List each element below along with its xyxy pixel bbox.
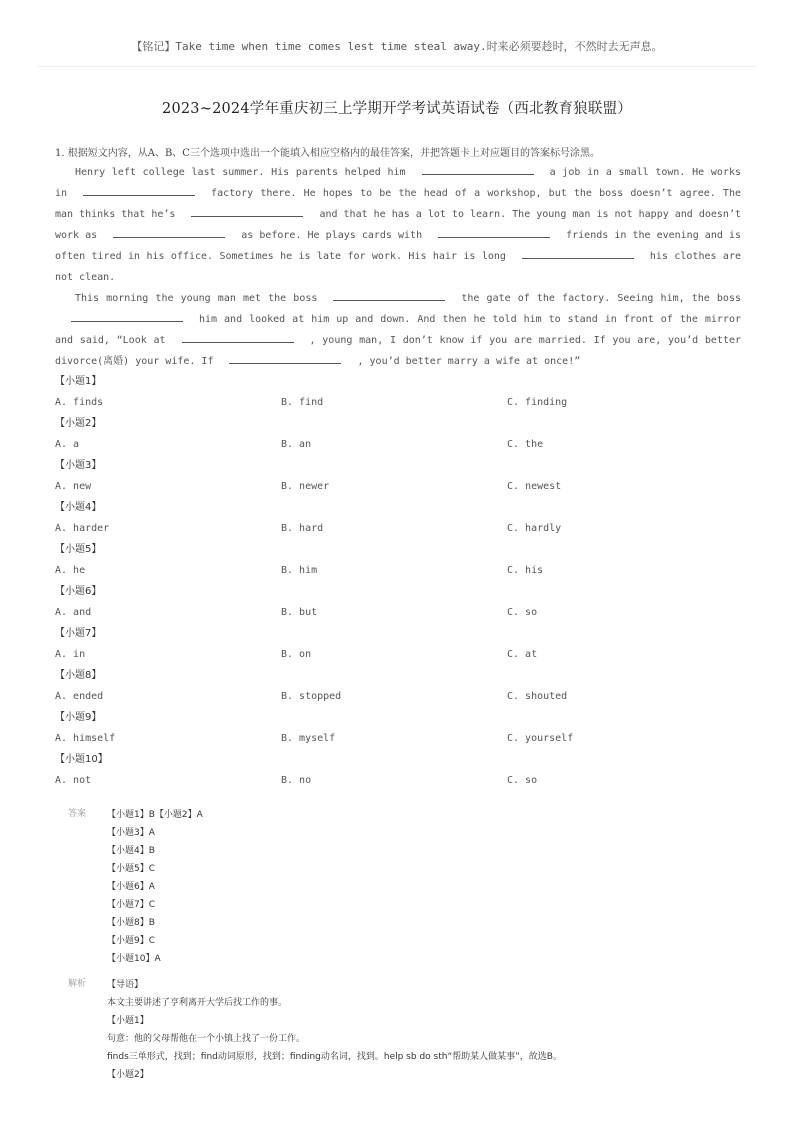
- passage: [55, 162, 741, 372]
- option-c[interactable]: C. newest: [507, 481, 562, 492]
- option-row: [55, 560, 745, 581]
- subquestion-label: 【小题4】: [55, 502, 102, 513]
- subquestion: [55, 371, 745, 413]
- option-b[interactable]: B. on: [281, 649, 312, 660]
- option-c[interactable]: C. the: [507, 439, 544, 450]
- option-row: [55, 602, 745, 623]
- option-a[interactable]: A. and: [55, 607, 92, 618]
- option-b[interactable]: B. myself: [281, 733, 336, 744]
- analysis-line: 【小题2】: [107, 1070, 149, 1080]
- answer-line: 【小题5】C: [107, 864, 156, 874]
- subquestion: [55, 455, 745, 497]
- option-c[interactable]: C. finding: [507, 397, 568, 408]
- option-a[interactable]: A. a: [55, 439, 80, 450]
- option-b[interactable]: B. him: [281, 565, 318, 576]
- subquestion: [55, 539, 745, 581]
- answer-line: 【小题9】C: [107, 936, 156, 946]
- option-row: [55, 518, 745, 539]
- subquestion-label: 【小题9】: [55, 712, 102, 723]
- answer-line: 【小题4】B: [107, 846, 155, 856]
- option-a[interactable]: A. finds: [55, 397, 104, 408]
- subquestion: [55, 581, 745, 623]
- blank-1: [422, 163, 534, 175]
- option-a[interactable]: A. in: [55, 649, 86, 660]
- analysis-label: 解析: [68, 979, 87, 989]
- subquestion: [55, 665, 745, 707]
- option-row: [55, 476, 745, 497]
- option-a[interactable]: A. he: [55, 565, 86, 576]
- option-b[interactable]: B. newer: [281, 481, 330, 492]
- answer-line: 【小题3】A: [107, 828, 155, 838]
- blank-5: [438, 226, 550, 238]
- option-row: [55, 644, 745, 665]
- subquestion: [55, 749, 745, 791]
- subquestion: [55, 623, 745, 665]
- subquestion-label: 【小题3】: [55, 460, 102, 471]
- question-intro: 1. 根据短文内容，从A、B、C三个选项中选出一个能填入相应空格内的最佳答案，并把答题卡上对应题目的答案标号涂黑。: [55, 148, 600, 159]
- motto-header: 【铭记】Take time when time comes lest time steal away.时来必须要趁时，不然时去无声息。: [131, 40, 663, 53]
- page-title: 2023~2024学年重庆初三上学期开学考试英语试卷（西北教育狼联盟）: [162, 101, 632, 117]
- option-b[interactable]: B. but: [281, 607, 318, 618]
- answer-line: 【小题1】B【小题2】A: [107, 810, 203, 820]
- subquestion-list: [55, 371, 745, 791]
- analysis-line: 【导语】: [107, 980, 144, 990]
- passage-paragraph-2: This morning the young man met the boss the gate of the factory. Seeing him, the bosshim and looked at him up and down. And then he told him to stand in front of the mirror and said, “Look at , young man, I don’t know if you are married. If you are, you’d better divorce(离婚) your wife. If , you’d better marry a wife at once!”: [55, 288, 741, 372]
- option-row: [55, 392, 745, 413]
- answer-line: 【小题6】A: [107, 882, 155, 892]
- answer-line: 【小题10】A: [107, 954, 161, 964]
- option-a[interactable]: A. not: [55, 775, 92, 786]
- option-a[interactable]: A. himself: [55, 733, 116, 744]
- option-row: [55, 686, 745, 707]
- option-c[interactable]: C. hardly: [507, 523, 562, 534]
- blank-10: [229, 352, 341, 364]
- analysis-line: 【小题1】: [107, 1016, 149, 1026]
- analysis-line: 本文主要讲述了亨利离开大学后找工作的事。: [107, 998, 288, 1008]
- option-c[interactable]: C. yourself: [507, 733, 574, 744]
- analysis-list: [107, 976, 747, 1084]
- option-c[interactable]: C. at: [507, 649, 538, 660]
- blank-7: [333, 289, 445, 301]
- header-divider: [38, 66, 756, 67]
- option-a[interactable]: A. new: [55, 481, 92, 492]
- option-a[interactable]: A. ended: [55, 691, 104, 702]
- answer-line: 【小题8】B: [107, 918, 155, 928]
- subquestion-label: 【小题2】: [55, 418, 102, 429]
- subquestion: [55, 497, 745, 539]
- blank-2: [83, 184, 195, 196]
- option-b[interactable]: B. no: [281, 775, 312, 786]
- option-c[interactable]: C. so: [507, 607, 538, 618]
- answer-list: [107, 806, 203, 968]
- option-b[interactable]: B. hard: [281, 523, 324, 534]
- subquestion: [55, 413, 745, 455]
- blank-9: [182, 331, 294, 343]
- subquestion-label: 【小题10】: [55, 754, 108, 765]
- option-b[interactable]: B. stopped: [281, 691, 342, 702]
- option-a[interactable]: A. harder: [55, 523, 110, 534]
- subquestion-label: 【小题6】: [55, 586, 102, 597]
- option-b[interactable]: B. find: [281, 397, 324, 408]
- analysis-line: finds三单形式，找到；find动词原形，找到；finding动名词，找到。help sb do sth“帮助某人做某事”，故选B。: [107, 1052, 562, 1062]
- option-row: [55, 770, 745, 791]
- option-row: [55, 728, 745, 749]
- blank-4: [113, 226, 225, 238]
- answer-line: 【小题7】C: [107, 900, 156, 910]
- option-c[interactable]: C. his: [507, 565, 544, 576]
- answer-label: 答案: [68, 809, 87, 819]
- subquestion: [55, 707, 745, 749]
- subquestion-label: 【小题7】: [55, 628, 102, 639]
- blank-3: [191, 205, 303, 217]
- blank-6: [522, 247, 634, 259]
- analysis-line: 句意：他的父母帮他在一个小镇上找了一份工作。: [107, 1034, 306, 1044]
- option-row: [55, 434, 745, 455]
- option-c[interactable]: C. so: [507, 775, 538, 786]
- subquestion-label: 【小题8】: [55, 670, 102, 681]
- subquestion-label: 【小题5】: [55, 544, 102, 555]
- subquestion-label: 【小题1】: [55, 376, 102, 387]
- blank-8: [71, 310, 183, 322]
- passage-paragraph-1: Henry left college last summer. His parents helped him a job in a small town. He works in factory there. He hopes to be the head of a workshop, but the boss doesn’t agree. The man thinks that he’s and that he has a lot to learn. The young man is not happy and doesn’t work as as before. He plays cards with friends in the evening and is often tired in his office. Sometimes he is late for work. His hair is long his clothes are not clean.: [55, 162, 741, 288]
- option-c[interactable]: C. shouted: [507, 691, 568, 702]
- option-b[interactable]: B. an: [281, 439, 312, 450]
